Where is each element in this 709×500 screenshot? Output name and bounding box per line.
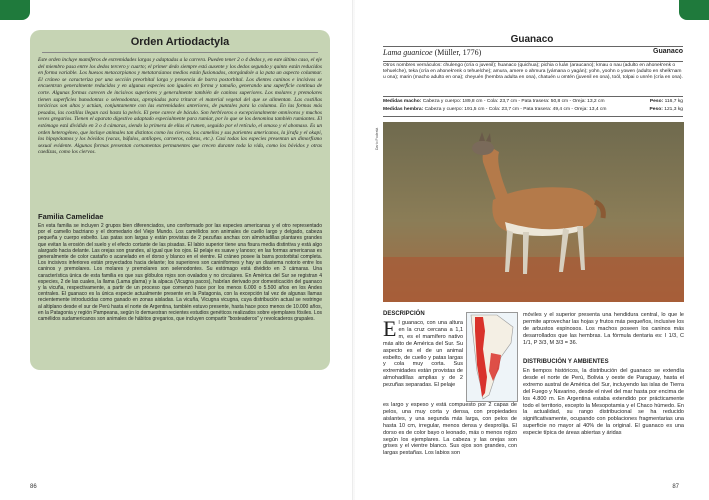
scientific-name: Lama guanicoe (Müller, 1776) [383, 48, 482, 57]
left-page [0, 0, 354, 500]
order-info-box [30, 30, 330, 370]
description-top: El guanaco, con una altura en la cruz cercana a 1,1 m, es el mamífero nativo más alto de América del Sur. Su aspecto es el de un animal esbelto, de cuello y patas largas y cola muy corta. Sus extremidades están provistas de almohadillas amplias y de 2 pezuñas separadas. El pelaje [383, 316, 463, 389]
name-rule [383, 61, 683, 62]
right-page [355, 0, 709, 500]
guanaco-illustration [383, 122, 684, 302]
measures-rule [383, 96, 683, 97]
description-right: móviles y el superior presenta una hendidura central, lo que le permite aprovechar las hojas y frutos más pequeños, inclusive los de arbustos espinosos. Los machos poseen los caninos más desarrollados que las hembras. La fórmula dentaria es: I 1/3, C 1/1, P 3/3, M 3/3 = 36. [523, 312, 684, 346]
title-rule [383, 46, 683, 47]
page-number-right: 87 [672, 484, 679, 490]
description-heading: DESCRIPCIÓN [383, 311, 425, 317]
family-text: En esta familia se incluyen 2 grupos bien diferenciados, uno conformado por las especies americanas y el otro representado por el camello bactriano y el dromedario del Viejo Mundo. Los camélidos son animales de cuello largo y delgado, cabeza pequeña y cuerpo esbelto. Las patas son largas y están provistas de 2 pezuñas anchas con almohadillas plantares grandes que evitan la erosión del suelo y el efecto cortante de las pisadas. El labio superior tiene una fisura media distintiva y está algo alargado hacia delante. Las orejas son grandes, al igual que los ojos. El pelaje es suave y lanoso; en las formas americanas es generalmente de color castaño o acanelado en el dorso y blanco en el vientre. El cráneo posee la barra postorbital completa. Los incisivos inferiores están proyectados hacia delante; los superiores son caniniformes y hay un diastema notorio entre los caninos y premolares. Los molares y premolares son selenodontes. Su estómago está dividido en 3 cámaras. Una característica única de esta familia es que sus glóbulos rojos son ovalados y no circulares. En América del Sur se registran 4 especies, 2 de las cuales, la llama (Lama glama) y la alpaca (Vicugna pacos), habrían derivado por domesticación del guanaco y la vicuña, respectivamente, a partir de un proceso que comenzó hace por los menos 6.000 o 5.500 años en los Andes centrales. El guanaco es la única especie actualmente presente en la Patagonia, con la excepción tal vez de algunas llamas recientemente introducidas como ganado en zonas aisladas. La vicuña, Vicugna vicugna, cuya distribución actual se restringe al altiplano desde el sur de Perú hasta el norte de Argentina, también estuvo presente, hasta hace poco menos de 10.000 años, en la Patagonia y región Pampeana, según lo demuestran recientes estudios genéticos realizados sobre ejemplares fósiles. Los camélidos sudamericanos son animales de hábitos gregarios, que incluyen compartir "bosteaderos" y revolcaderos grupales. [38, 223, 322, 323]
family-heading: Familia Camelidae [38, 212, 104, 221]
measures-female: Medidas hembra: Cabeza y cuerpo: 191,5 cm - Cola: 23,7 cm - Pata trasera: 49,4 cm - Oreja: 13,4 cm Peso: 121,3 kg [383, 107, 683, 112]
green-corner-tab-left [0, 0, 30, 20]
guanaco-photo [383, 122, 684, 302]
distribution-text: En tiempos históricos, la distribución del guanaco se extendía desde el norte de Perú, Bolivia y oeste de Paraguay, hasta el extremo austral de América del Sur, incluyendo las islas de Tierra del Fuego y Navarino, desde el nivel del mar hasta por encima de los 4.800 m. En Argentina estaba extendido por prácticamente todo el territorio, excepto la Mesopotamia y el Chaco húmedo. En la actualidad, su rango distribucional se ha reducido significativamente, ocupando con poblaciones fragmentarias una superficie no mayor al 40% de la original. El guanaco es una especie típica de áreas abiertas y áridas [523, 368, 684, 437]
page-number-left: 86 [30, 484, 37, 490]
green-corner-tab-right [679, 0, 709, 20]
species-title: Guanaco [510, 34, 554, 45]
title-divider [42, 52, 318, 53]
other-names: Otros nombres vernáculos: chulengo (cría o juvenil); huanaco (quichua); pichia o luán (araucano); kmau o nau (adulto en ahonek'enk o tehuelche), teka (cría en ahonek'enk o tehuelche); amura, amere o ahmura (yámana o yagán); yohn, yoohn o yowen (adulto en shelk'nam u ona); marin (macho adulto en ona); cheyuén (hembra adulta en ona), chatuén u omtén (juvenil en ona), toól, tolpai o unrén (cría en ona). [383, 63, 683, 80]
common-name: Guanaco [653, 48, 683, 55]
dropcap: E [383, 316, 397, 341]
measures-male: Medidas macho: Cabeza y cuerpo: 189,8 cm - Cola: 23,7 cm - Pata trasera: 50,8 cm - Oreja: 13,2 cm Peso: 116,7 kg [383, 99, 683, 104]
distribution-map [466, 312, 518, 402]
order-title: Orden Artiodactyla [130, 36, 230, 48]
photo-rule [383, 116, 683, 117]
description-bottom: es largo y espeso y está compuesto por 2 capas de pelos, una muy corta y densa, con propiedades aislantes, y una segunda más larga, con pelos de hasta 10 cm, irregular, menos densa y desprolija. El dorso es de color bayo o leonado, más o menos rojizo según los ejemplares. La cabeza y las orejas son grises y el vientre blanco. Sus ojos son grandes, con largas pestañas. Los labios son [383, 402, 517, 457]
south-america-map-icon [467, 313, 517, 401]
photo-credit: Darío Podestá [375, 127, 379, 150]
distribution-heading: DISTRIBUCIÓN Y AMBIENTES [523, 359, 609, 365]
scientific-name-row [383, 48, 683, 60]
order-intro-text: Este orden incluye mamíferos de extremidades largas y adaptadas a la carrera. Pueden tener 2 o 4 dedos y, en este último caso, el eje del miembro pasa entre los dedos tercero y cuarto; el primer dedo siempre está ausente y los dedos segundo y quinto están reducidos en forma variable. Los huesos metacarpianos y metatarsianos medios están fusionados, otorgándole a la pata un aspecto columnar. El cráneo se caracteriza por una sección preorbital larga y presencia de barra postorbital. Los dientes caninos e incisivos se encuentran generalmente reducidos y en algunas especies son iguales en forma y tamaño, generando una superficie continua de corte. Algunas formas carecen de incisivos superiores y generalmente también de caninos superiores. Los molares y premolares tienen superficies bunodontas o selenodontas, apropiadas para triturar el material vegetal del que se alimentan. Las costillas torácicas son altas y actúan, conjuntamente con las extremidades anteriores, de puntales para la columna. En las formas más pesadas, las costillas llegan casi hasta la pelvis. El pene carece de báculo. Son herbívoros o excepcionalmente omnívoros y muchos veces gregarios. Tienen el aparato digestivo adaptado especialmente para rumiar, por lo que se los denomina también rumiantes. El estómago está dividido en 3 o 4 cámaras, siendo la primera de ellas el rumen, seguido por el retículo, el omaso y el abomaso. Es un orden heterogéneo, que incluye animales tan distintos como los ciervos, los camellos y sus parientes americanos, la jirafa y el okapi, los hipopótamos y los bóvidos (vacas, búfalos, antílopes, carneros, cabras, etc.). Casi todas las especies presentan un dimorfismo sexual evidente. Algunas formas presentan cornamentas permanentes que crecen durante toda la vida, como los bóvidos y otras caedizas, como los ciervos. [38, 57, 322, 156]
